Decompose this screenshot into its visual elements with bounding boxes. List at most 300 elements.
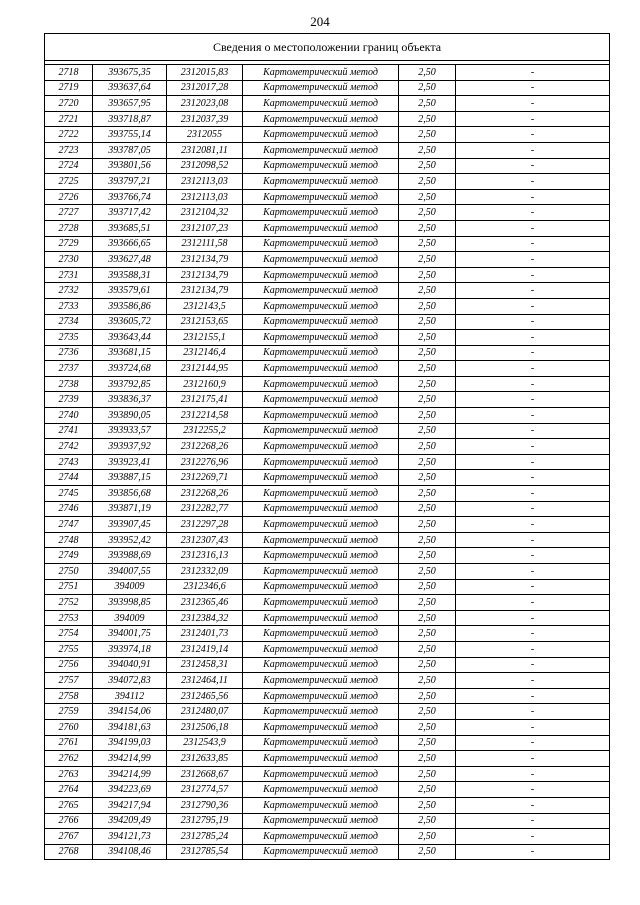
method-cell: Картометрический метод — [243, 111, 399, 127]
description-cell: - — [456, 517, 610, 533]
x-coordinate-cell: 394154,06 — [93, 704, 167, 720]
point-number-cell: 2761 — [45, 735, 93, 751]
table-row — [45, 735, 610, 751]
description-cell: - — [456, 252, 610, 268]
table-row — [45, 595, 610, 611]
x-coordinate-cell: 393637,64 — [93, 80, 167, 96]
method-cell: Картометрический метод — [243, 65, 399, 81]
precision-cell: 2,50 — [399, 142, 456, 158]
precision-cell: 2,50 — [399, 408, 456, 424]
description-cell: - — [456, 626, 610, 642]
table-row — [45, 641, 610, 657]
description-cell: - — [456, 688, 610, 704]
precision-cell: 2,50 — [399, 470, 456, 486]
table-row — [45, 673, 610, 689]
table-row — [45, 111, 610, 127]
description-cell: - — [456, 797, 610, 813]
precision-cell: 2,50 — [399, 283, 456, 299]
description-cell: - — [456, 80, 610, 96]
precision-cell: 2,50 — [399, 345, 456, 361]
y-coordinate-cell: 2312458,31 — [167, 657, 243, 673]
method-cell: Картометрический метод — [243, 330, 399, 346]
method-cell: Картометрический метод — [243, 766, 399, 782]
method-cell: Картометрический метод — [243, 688, 399, 704]
table-title-row — [45, 34, 610, 61]
description-cell: - — [456, 392, 610, 408]
y-coordinate-cell: 2312111,58 — [167, 236, 243, 252]
method-cell: Картометрический метод — [243, 626, 399, 642]
x-coordinate-cell: 393681,15 — [93, 345, 167, 361]
description-cell: - — [456, 548, 610, 564]
precision-cell: 2,50 — [399, 595, 456, 611]
method-cell: Картометрический метод — [243, 548, 399, 564]
precision-cell: 2,50 — [399, 704, 456, 720]
y-coordinate-cell: 2312774,57 — [167, 782, 243, 798]
precision-cell: 2,50 — [399, 486, 456, 502]
description-cell: - — [456, 657, 610, 673]
description-cell: - — [456, 330, 610, 346]
table-row — [45, 80, 610, 96]
x-coordinate-cell: 393787,05 — [93, 142, 167, 158]
point-number-cell: 2750 — [45, 564, 93, 580]
description-cell: - — [456, 829, 610, 845]
method-cell: Картометрический метод — [243, 345, 399, 361]
x-coordinate-cell: 394121,73 — [93, 829, 167, 845]
precision-cell: 2,50 — [399, 501, 456, 517]
method-cell: Картометрический метод — [243, 486, 399, 502]
point-number-cell: 2755 — [45, 641, 93, 657]
method-cell: Картометрический метод — [243, 189, 399, 205]
description-cell: - — [456, 486, 610, 502]
method-cell: Картометрический метод — [243, 829, 399, 845]
table-row — [45, 361, 610, 377]
table-row — [45, 127, 610, 143]
precision-cell: 2,50 — [399, 423, 456, 439]
y-coordinate-cell: 2312480,07 — [167, 704, 243, 720]
y-coordinate-cell: 2312146,4 — [167, 345, 243, 361]
table-row — [45, 704, 610, 720]
description-cell: - — [456, 641, 610, 657]
y-coordinate-cell: 2312785,24 — [167, 829, 243, 845]
precision-cell: 2,50 — [399, 797, 456, 813]
point-number-cell: 2742 — [45, 439, 93, 455]
method-cell: Картометрический метод — [243, 80, 399, 96]
y-coordinate-cell: 2312107,23 — [167, 220, 243, 236]
method-cell: Картометрический метод — [243, 454, 399, 470]
description-cell: - — [456, 298, 610, 314]
x-coordinate-cell: 393666,65 — [93, 236, 167, 252]
method-cell: Картометрический метод — [243, 205, 399, 221]
table-row — [45, 501, 610, 517]
point-number-cell: 2741 — [45, 423, 93, 439]
x-coordinate-cell: 393801,56 — [93, 158, 167, 174]
table-row — [45, 158, 610, 174]
y-coordinate-cell: 2312633,85 — [167, 751, 243, 767]
y-coordinate-cell: 2312785,54 — [167, 844, 243, 860]
method-cell: Картометрический метод — [243, 236, 399, 252]
precision-cell: 2,50 — [399, 236, 456, 252]
point-number-cell: 2763 — [45, 766, 93, 782]
x-coordinate-cell: 393856,68 — [93, 486, 167, 502]
table-row — [45, 267, 610, 283]
precision-cell: 2,50 — [399, 111, 456, 127]
method-cell: Картометрический метод — [243, 439, 399, 455]
point-number-cell: 2728 — [45, 220, 93, 236]
y-coordinate-cell: 2312098,52 — [167, 158, 243, 174]
x-coordinate-cell: 393836,37 — [93, 392, 167, 408]
table-title: Сведения о местоположении границ объекта — [45, 34, 610, 61]
precision-cell: 2,50 — [399, 314, 456, 330]
method-cell: Картометрический метод — [243, 392, 399, 408]
table-row — [45, 610, 610, 626]
table-body — [45, 34, 610, 860]
point-number-cell: 2722 — [45, 127, 93, 143]
point-number-cell: 2766 — [45, 813, 93, 829]
table-row — [45, 283, 610, 299]
x-coordinate-cell: 393988,69 — [93, 548, 167, 564]
x-coordinate-cell: 393766,74 — [93, 189, 167, 205]
y-coordinate-cell: 2312790,36 — [167, 797, 243, 813]
x-coordinate-cell: 393890,05 — [93, 408, 167, 424]
description-cell: - — [456, 174, 610, 190]
table-row — [45, 314, 610, 330]
x-coordinate-cell: 394108,46 — [93, 844, 167, 860]
precision-cell: 2,50 — [399, 782, 456, 798]
x-coordinate-cell: 393627,48 — [93, 252, 167, 268]
method-cell: Картометрический метод — [243, 298, 399, 314]
x-coordinate-cell: 393586,86 — [93, 298, 167, 314]
y-coordinate-cell: 2312144,95 — [167, 361, 243, 377]
precision-cell: 2,50 — [399, 267, 456, 283]
table-row — [45, 142, 610, 158]
x-coordinate-cell: 393937,92 — [93, 439, 167, 455]
method-cell: Картометрический метод — [243, 158, 399, 174]
y-coordinate-cell: 2312153,65 — [167, 314, 243, 330]
x-coordinate-cell: 394009 — [93, 579, 167, 595]
table-row — [45, 376, 610, 392]
point-number-cell: 2743 — [45, 454, 93, 470]
precision-cell: 2,50 — [399, 735, 456, 751]
description-cell: - — [456, 376, 610, 392]
y-coordinate-cell: 2312081,11 — [167, 142, 243, 158]
precision-cell: 2,50 — [399, 844, 456, 860]
description-cell: - — [456, 751, 610, 767]
method-cell: Картометрический метод — [243, 657, 399, 673]
point-number-cell: 2752 — [45, 595, 93, 611]
table-row — [45, 766, 610, 782]
point-number-cell: 2739 — [45, 392, 93, 408]
table-row — [45, 408, 610, 424]
y-coordinate-cell: 2312113,03 — [167, 189, 243, 205]
y-coordinate-cell: 2312015,83 — [167, 65, 243, 81]
x-coordinate-cell: 393933,57 — [93, 423, 167, 439]
point-number-cell: 2767 — [45, 829, 93, 845]
precision-cell: 2,50 — [399, 454, 456, 470]
point-number-cell: 2724 — [45, 158, 93, 174]
point-number-cell: 2729 — [45, 236, 93, 252]
method-cell: Картометрический метод — [243, 408, 399, 424]
y-coordinate-cell: 2312134,79 — [167, 283, 243, 299]
table-row — [45, 423, 610, 439]
table-row — [45, 532, 610, 548]
table-row — [45, 236, 610, 252]
y-coordinate-cell: 2312134,79 — [167, 252, 243, 268]
precision-cell: 2,50 — [399, 548, 456, 564]
description-cell: - — [456, 501, 610, 517]
y-coordinate-cell: 2312384,32 — [167, 610, 243, 626]
x-coordinate-cell: 393717,42 — [93, 205, 167, 221]
y-coordinate-cell: 2312023,08 — [167, 96, 243, 112]
x-coordinate-cell: 394072,83 — [93, 673, 167, 689]
point-number-cell: 2746 — [45, 501, 93, 517]
x-coordinate-cell: 393685,51 — [93, 220, 167, 236]
y-coordinate-cell: 2312155,1 — [167, 330, 243, 346]
table-row — [45, 392, 610, 408]
y-coordinate-cell: 2312276,96 — [167, 454, 243, 470]
x-coordinate-cell: 394214,99 — [93, 766, 167, 782]
x-coordinate-cell: 393588,31 — [93, 267, 167, 283]
table-row — [45, 252, 610, 268]
table-row — [45, 797, 610, 813]
precision-cell: 2,50 — [399, 673, 456, 689]
precision-cell: 2,50 — [399, 361, 456, 377]
table-row — [45, 470, 610, 486]
y-coordinate-cell: 2312316,13 — [167, 548, 243, 564]
precision-cell: 2,50 — [399, 65, 456, 81]
table-row — [45, 96, 610, 112]
y-coordinate-cell: 2312175,41 — [167, 392, 243, 408]
point-number-cell: 2764 — [45, 782, 93, 798]
x-coordinate-cell: 393871,19 — [93, 501, 167, 517]
y-coordinate-cell: 2312307,43 — [167, 532, 243, 548]
y-coordinate-cell: 2312465,56 — [167, 688, 243, 704]
precision-cell: 2,50 — [399, 657, 456, 673]
point-number-cell: 2731 — [45, 267, 93, 283]
boundary-coordinates-table — [44, 33, 610, 860]
precision-cell: 2,50 — [399, 610, 456, 626]
method-cell: Картометрический метод — [243, 174, 399, 190]
precision-cell: 2,50 — [399, 641, 456, 657]
point-number-cell: 2756 — [45, 657, 93, 673]
point-number-cell: 2737 — [45, 361, 93, 377]
y-coordinate-cell: 2312464,11 — [167, 673, 243, 689]
description-cell: - — [456, 65, 610, 81]
y-coordinate-cell: 2312268,26 — [167, 439, 243, 455]
table-row — [45, 813, 610, 829]
point-number-cell: 2726 — [45, 189, 93, 205]
point-number-cell: 2723 — [45, 142, 93, 158]
point-number-cell: 2732 — [45, 283, 93, 299]
table-row — [45, 657, 610, 673]
table-row — [45, 345, 610, 361]
y-coordinate-cell: 2312143,5 — [167, 298, 243, 314]
precision-cell: 2,50 — [399, 719, 456, 735]
description-cell: - — [456, 423, 610, 439]
method-cell: Картометрический метод — [243, 579, 399, 595]
method-cell: Картометрический метод — [243, 314, 399, 330]
y-coordinate-cell: 2312268,26 — [167, 486, 243, 502]
method-cell: Картометрический метод — [243, 220, 399, 236]
x-coordinate-cell: 394217,94 — [93, 797, 167, 813]
y-coordinate-cell: 2312668,67 — [167, 766, 243, 782]
table-row — [45, 564, 610, 580]
x-coordinate-cell: 394007,55 — [93, 564, 167, 580]
method-cell: Картометрический метод — [243, 532, 399, 548]
y-coordinate-cell: 2312506,18 — [167, 719, 243, 735]
point-number-cell: 2745 — [45, 486, 93, 502]
method-cell: Картометрический метод — [243, 595, 399, 611]
point-number-cell: 2730 — [45, 252, 93, 268]
description-cell: - — [456, 704, 610, 720]
table-row — [45, 844, 610, 860]
table-row — [45, 579, 610, 595]
method-cell: Картометрический метод — [243, 470, 399, 486]
x-coordinate-cell: 393755,14 — [93, 127, 167, 143]
x-coordinate-cell: 393887,15 — [93, 470, 167, 486]
description-cell: - — [456, 813, 610, 829]
table-row — [45, 688, 610, 704]
x-coordinate-cell: 393998,85 — [93, 595, 167, 611]
method-cell: Картометрический метод — [243, 283, 399, 299]
precision-cell: 2,50 — [399, 96, 456, 112]
x-coordinate-cell: 394112 — [93, 688, 167, 704]
precision-cell: 2,50 — [399, 517, 456, 533]
precision-cell: 2,50 — [399, 174, 456, 190]
point-number-cell: 2725 — [45, 174, 93, 190]
method-cell: Картометрический метод — [243, 564, 399, 580]
description-cell: - — [456, 345, 610, 361]
x-coordinate-cell: 393923,41 — [93, 454, 167, 470]
table-row — [45, 205, 610, 221]
y-coordinate-cell: 2312017,28 — [167, 80, 243, 96]
table-row — [45, 174, 610, 190]
y-coordinate-cell: 2312113,03 — [167, 174, 243, 190]
x-coordinate-cell: 393792,85 — [93, 376, 167, 392]
y-coordinate-cell: 2312795,19 — [167, 813, 243, 829]
method-cell: Картометрический метод — [243, 96, 399, 112]
method-cell: Картометрический метод — [243, 252, 399, 268]
description-cell: - — [456, 96, 610, 112]
description-cell: - — [456, 766, 610, 782]
description-cell: - — [456, 267, 610, 283]
table-row — [45, 298, 610, 314]
y-coordinate-cell: 2312346,6 — [167, 579, 243, 595]
table-row — [45, 626, 610, 642]
description-cell: - — [456, 127, 610, 143]
description-cell: - — [456, 439, 610, 455]
point-number-cell: 2747 — [45, 517, 93, 533]
point-number-cell: 2749 — [45, 548, 93, 564]
description-cell: - — [456, 142, 610, 158]
description-cell: - — [456, 844, 610, 860]
point-number-cell: 2758 — [45, 688, 93, 704]
table-row — [45, 454, 610, 470]
description-cell: - — [456, 532, 610, 548]
point-number-cell: 2754 — [45, 626, 93, 642]
y-coordinate-cell: 2312365,46 — [167, 595, 243, 611]
precision-cell: 2,50 — [399, 158, 456, 174]
precision-cell: 2,50 — [399, 579, 456, 595]
point-number-cell: 2759 — [45, 704, 93, 720]
description-cell: - — [456, 719, 610, 735]
point-number-cell: 2736 — [45, 345, 93, 361]
x-coordinate-cell: 394181,63 — [93, 719, 167, 735]
y-coordinate-cell: 2312543,9 — [167, 735, 243, 751]
point-number-cell: 2753 — [45, 610, 93, 626]
point-number-cell: 2748 — [45, 532, 93, 548]
y-coordinate-cell: 2312104,32 — [167, 205, 243, 221]
table-row — [45, 486, 610, 502]
x-coordinate-cell: 394223,69 — [93, 782, 167, 798]
precision-cell: 2,50 — [399, 766, 456, 782]
description-cell: - — [456, 564, 610, 580]
point-number-cell: 2719 — [45, 80, 93, 96]
y-coordinate-cell: 2312419,14 — [167, 641, 243, 657]
precision-cell: 2,50 — [399, 829, 456, 845]
method-cell: Картометрический метод — [243, 844, 399, 860]
point-number-cell: 2718 — [45, 65, 93, 81]
description-cell: - — [456, 454, 610, 470]
description-cell: - — [456, 189, 610, 205]
method-cell: Картометрический метод — [243, 142, 399, 158]
method-cell: Картометрический метод — [243, 704, 399, 720]
description-cell: - — [456, 283, 610, 299]
precision-cell: 2,50 — [399, 80, 456, 96]
precision-cell: 2,50 — [399, 189, 456, 205]
table-row — [45, 719, 610, 735]
precision-cell: 2,50 — [399, 376, 456, 392]
description-cell: - — [456, 470, 610, 486]
table-row — [45, 65, 610, 81]
description-cell: - — [456, 220, 610, 236]
x-coordinate-cell: 394214,99 — [93, 751, 167, 767]
y-coordinate-cell: 2312282,77 — [167, 501, 243, 517]
x-coordinate-cell: 393724,68 — [93, 361, 167, 377]
x-coordinate-cell: 393907,45 — [93, 517, 167, 533]
point-number-cell: 2762 — [45, 751, 93, 767]
precision-cell: 2,50 — [399, 220, 456, 236]
description-cell: - — [456, 361, 610, 377]
description-cell: - — [456, 673, 610, 689]
description-cell: - — [456, 595, 610, 611]
y-coordinate-cell: 2312332,09 — [167, 564, 243, 580]
method-cell: Картометрический метод — [243, 423, 399, 439]
x-coordinate-cell: 393657,95 — [93, 96, 167, 112]
method-cell: Картометрический метод — [243, 782, 399, 798]
table-row — [45, 439, 610, 455]
point-number-cell: 2735 — [45, 330, 93, 346]
table-row — [45, 220, 610, 236]
table-row — [45, 189, 610, 205]
precision-cell: 2,50 — [399, 532, 456, 548]
y-coordinate-cell: 2312037,39 — [167, 111, 243, 127]
table-row — [45, 751, 610, 767]
point-number-cell: 2765 — [45, 797, 93, 813]
point-number-cell: 2738 — [45, 376, 93, 392]
description-cell: - — [456, 111, 610, 127]
precision-cell: 2,50 — [399, 298, 456, 314]
table-row — [45, 829, 610, 845]
method-cell: Картометрический метод — [243, 517, 399, 533]
description-cell: - — [456, 735, 610, 751]
description-cell: - — [456, 408, 610, 424]
precision-cell: 2,50 — [399, 688, 456, 704]
x-coordinate-cell: 393797,21 — [93, 174, 167, 190]
precision-cell: 2,50 — [399, 751, 456, 767]
x-coordinate-cell: 394001,75 — [93, 626, 167, 642]
method-cell: Картометрический метод — [243, 641, 399, 657]
x-coordinate-cell: 393974,18 — [93, 641, 167, 657]
